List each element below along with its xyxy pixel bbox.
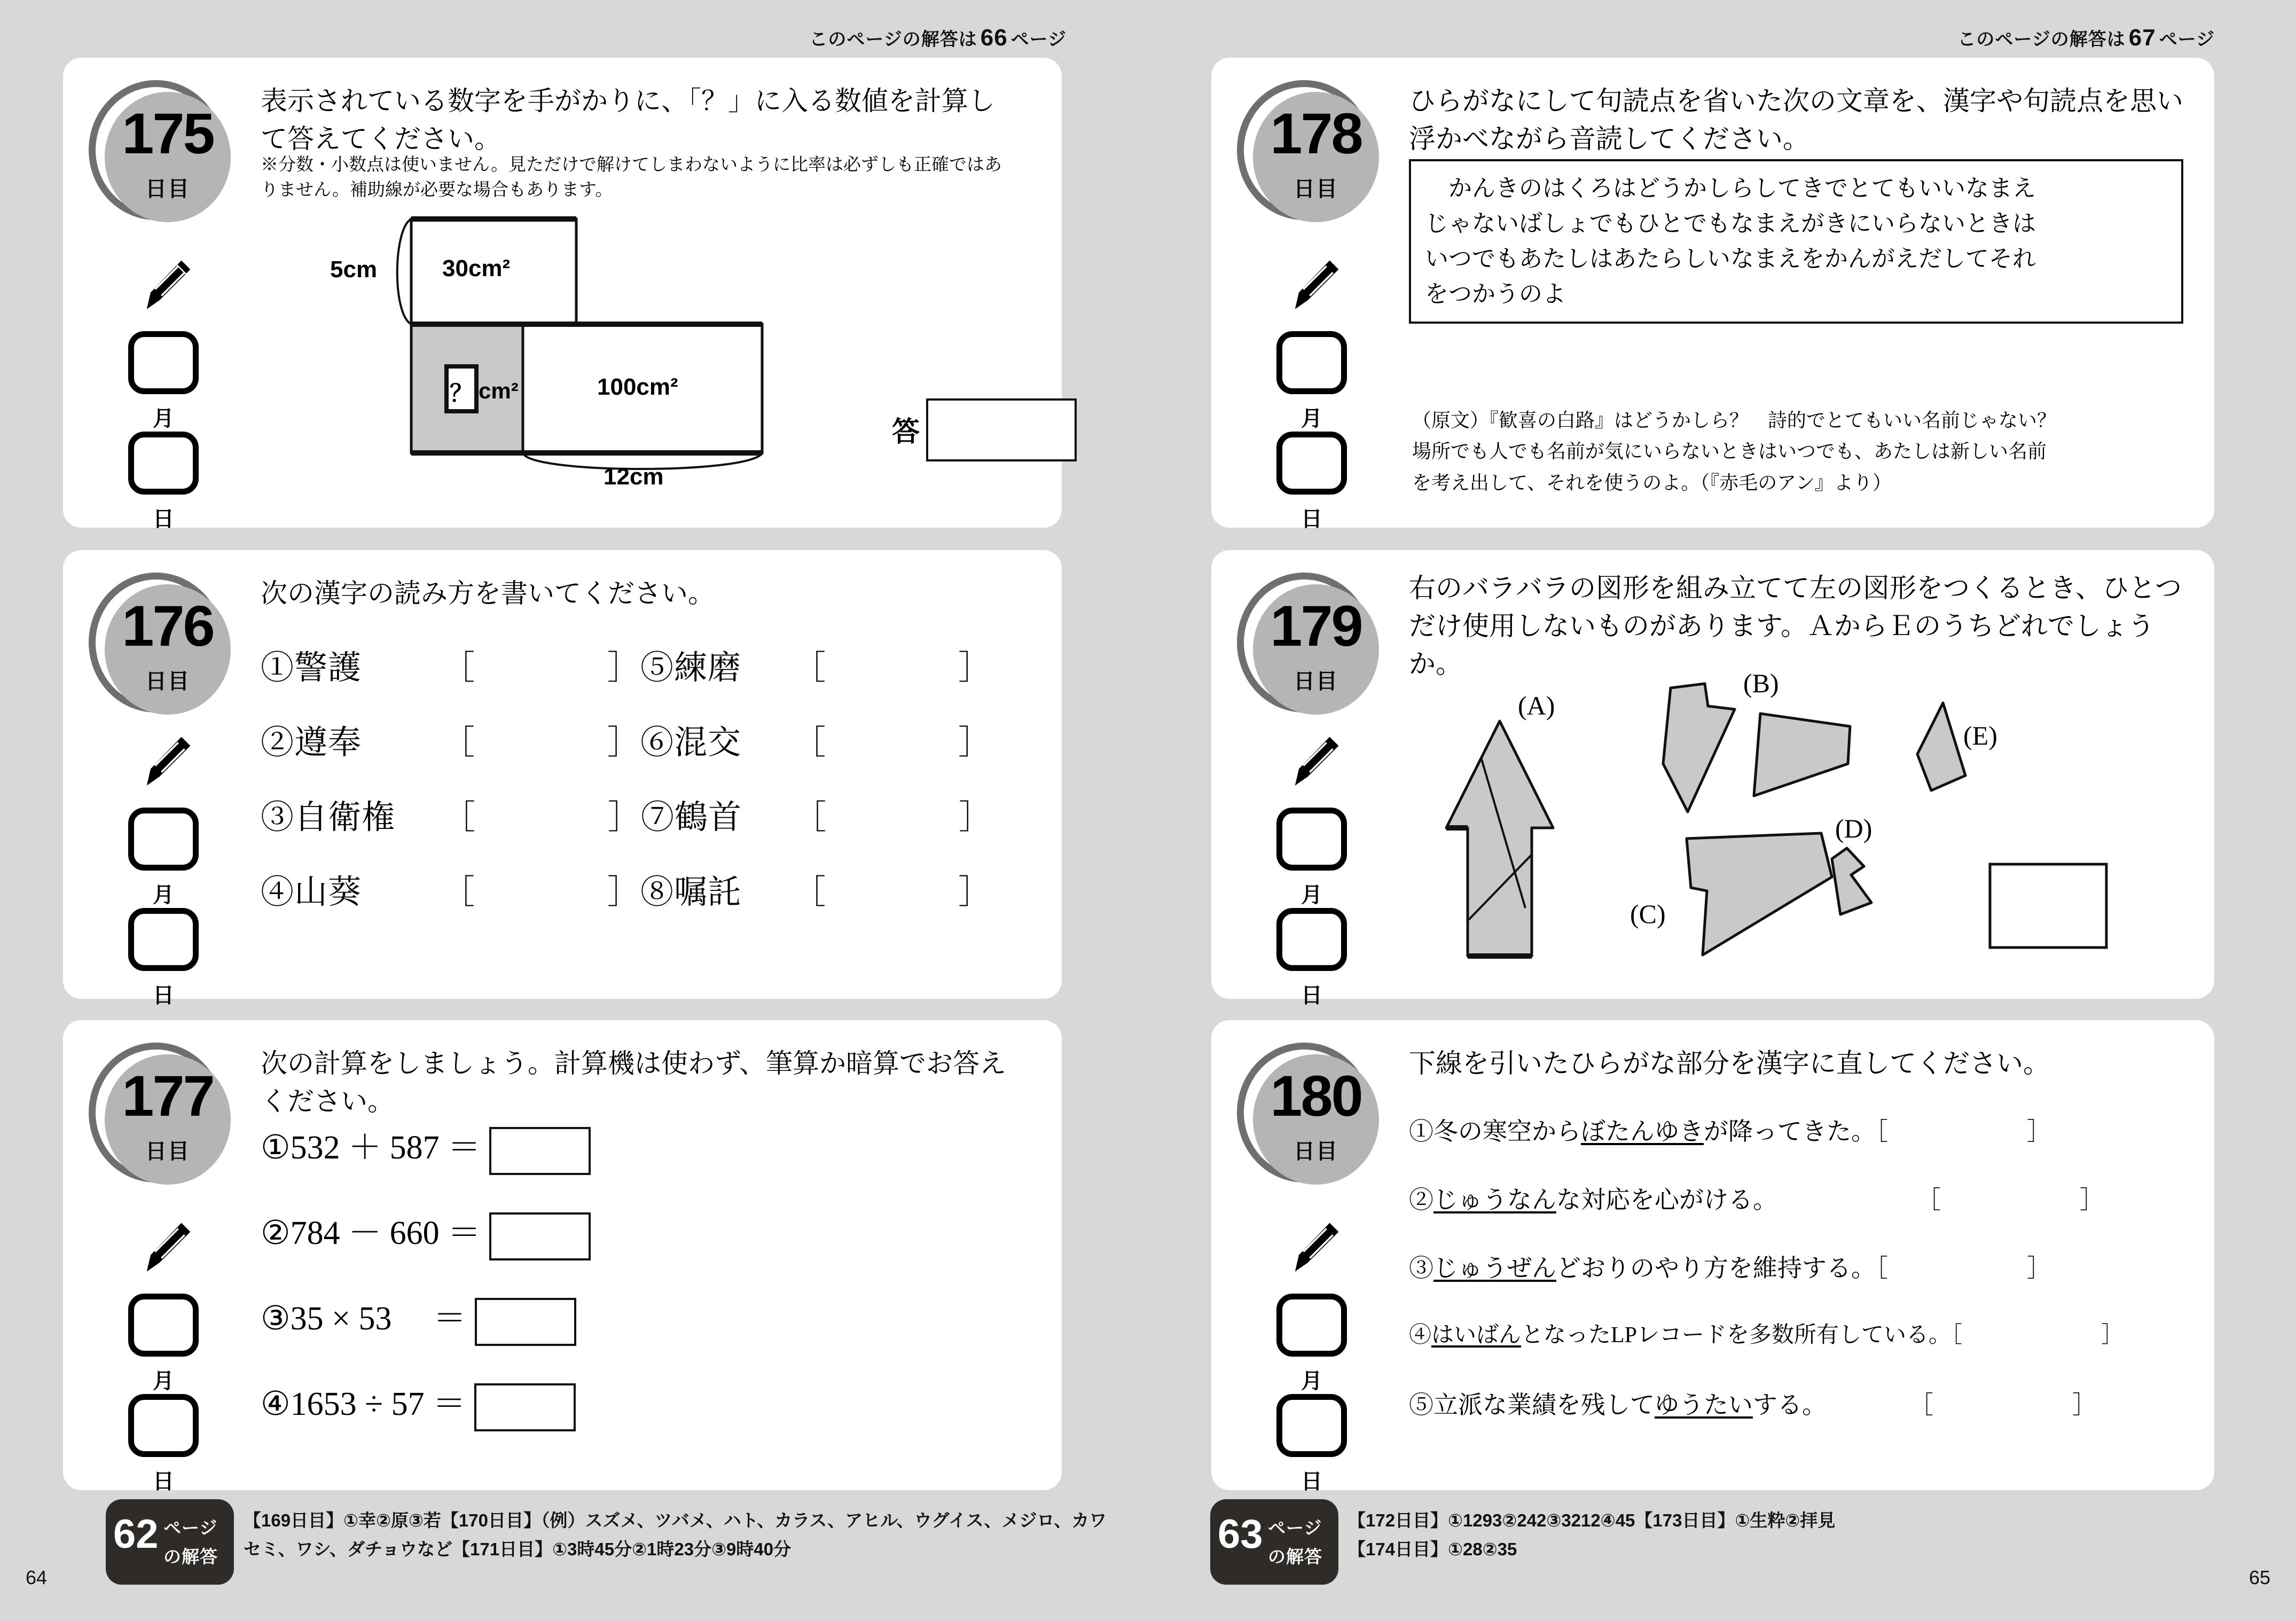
problem-card-176 <box>63 550 1062 1007</box>
kanji-word-7: 鶴首 <box>675 800 742 836</box>
shapes-figure-179 <box>1372 668 2205 983</box>
badge-number: 175 <box>122 101 214 166</box>
month-input-box-176[interactable] <box>128 808 199 871</box>
answer-tab-page-number: 63 <box>1218 1512 1263 1557</box>
answer-text-left: 【169日目】①幸②原③若【170日目】（例）スズメ、ツバメ、ハト、カラス、アヒル、ウグイス、メジロ、カワセミ、ワシ、ダチョウなど【171日目】①3時45分②1時23分③9時40分 <box>244 1510 1107 1559</box>
kanji-fill-row-2 <box>1409 1180 2104 1216</box>
running-head-prefix: このページの解答は <box>1957 29 2126 50</box>
problem-card-177 <box>63 1020 1062 1493</box>
badge-number: 179 <box>1270 593 1362 658</box>
answer-tab-page-number: 62 <box>113 1512 159 1557</box>
badge-day-label: 日目 <box>145 177 190 201</box>
answer-tab-line1: ページ <box>1268 1518 1322 1538</box>
figure-175 <box>223 197 1024 512</box>
kanji-number-5: ⑤ <box>640 650 675 686</box>
badge-number: 180 <box>1270 1063 1362 1128</box>
answer-tab-line2: の解答 <box>163 1547 218 1567</box>
kanji-fill-row-3 <box>1409 1249 2051 1284</box>
day-label-176: 日 <box>153 984 174 1007</box>
kanji-answer-bracket-7[interactable]: ［ ］ <box>793 800 992 836</box>
row-post-3: どおりのやり方を維持する。 <box>1556 1255 1876 1282</box>
row-post-5: する。 <box>1753 1391 1827 1419</box>
prompt-177: 次の計算をしましょう。計算機は使わず、筆算か暗算でお答えください。 <box>261 1048 1006 1116</box>
running-head-page-number: 66 <box>980 25 1008 51</box>
answer-text-right-line2: 【174日目】①28②35 <box>1348 1539 1517 1559</box>
row-post-2: な対応を心がける。 <box>1556 1186 1777 1213</box>
piece-label-a: (A) <box>1518 691 1555 721</box>
kanji-word-2: 遵奉 <box>294 725 362 761</box>
prompt-179: 右のバラバラの図形を組み立てて左の図形をつくるとき、ひとつだけ使用しないものがあります。ＡからＥのうちどれでしょうか。 <box>1409 573 2182 679</box>
row-number-3: ③ <box>1409 1255 1433 1282</box>
answer-text-right-line1: 【172日目】①1293②242③3212④45【173日目】①生粋②拝見 <box>1348 1510 1836 1531</box>
calc-answer-box-2[interactable] <box>489 1212 591 1260</box>
prompt-178: ひらがなにして句読点を省いた次の文章を、漢字や句読点を思い浮かべながら音読してください。 <box>1409 86 2183 154</box>
source-note-line-1: （原文）『歓喜の白路』はどうかしら？ 詩的でとてもいい名前じゃない？ <box>1412 410 2057 431</box>
month-label-180: 月 <box>1301 1369 1322 1393</box>
month-input-box-179[interactable] <box>1276 808 1347 871</box>
row-pre-5: 立派な業績を残して <box>1433 1391 1655 1419</box>
month-label-175: 月 <box>153 407 174 430</box>
row-answer-bracket-4[interactable]: ［ ］ <box>1951 1323 2124 1348</box>
day-label-178: 日 <box>1301 507 1322 531</box>
piece-shape-a <box>1663 684 1735 812</box>
piece-shape-e <box>1917 703 1965 790</box>
piece-label-c: (C) <box>1630 899 1666 929</box>
problem-card-180 <box>1211 1020 2214 1493</box>
row-answer-bracket-1[interactable]: ［ ］ <box>1876 1118 2051 1145</box>
month-label-176: 月 <box>153 883 174 907</box>
kanji-answer-bracket-1[interactable]: ［ ］ <box>442 650 641 686</box>
pencil-icon <box>1280 732 1344 796</box>
figure-label-top-area: 30cm² <box>442 255 511 281</box>
source-note-line-2: 場所でも人でも名前が気にいらないときはいつでも、あたしは新しい名前 <box>1412 441 2047 463</box>
answer-input-box-179 <box>1990 864 2106 947</box>
month-input-box-177[interactable] <box>128 1294 199 1357</box>
row-post-1: が降ってきた。 <box>1704 1118 1876 1145</box>
day-input-box-176[interactable] <box>128 908 199 971</box>
badge-day-label: 日目 <box>1294 177 1338 201</box>
problem-card-179 <box>1211 550 2214 1007</box>
kanji-word-6: 混交 <box>674 725 742 761</box>
figure-label-left-height: 5cm <box>330 256 378 283</box>
month-input-box-175[interactable] <box>128 331 199 394</box>
target-arrow-shape <box>1446 721 1553 956</box>
prompt-175: 表示されている数字を手がかりに、「？」に入る数値を計算して答えてください。 <box>261 86 995 154</box>
row-post-4: となったLPレコードを多数所有している。 <box>1521 1323 1952 1348</box>
piece-shape-b <box>1754 714 1850 796</box>
running-head-prefix: このページの解答は <box>809 29 977 50</box>
kanji-fill-row-5 <box>1409 1385 2097 1421</box>
calc-row-1 <box>261 1121 591 1175</box>
month-input-box-180[interactable] <box>1276 1294 1347 1357</box>
day-badge-176 <box>88 569 231 712</box>
calc-number-2: ② <box>261 1215 291 1251</box>
folio-left: 64 <box>26 1567 48 1588</box>
figure-label-bottom-width: 12cm <box>604 464 664 490</box>
figure-label-unknown: ？ <box>450 380 473 406</box>
folio-right: 65 <box>2248 1567 2270 1588</box>
source-note-178 <box>1412 405 2187 498</box>
kanji-number-1: ① <box>261 650 295 686</box>
calc-answer-box-3[interactable] <box>475 1298 576 1346</box>
answer-tab-left <box>106 1499 234 1585</box>
right-running-head <box>1957 25 2215 51</box>
row-underline-4: はいばん <box>1431 1323 1522 1348</box>
pencil-icon <box>1280 255 1344 319</box>
piece-label-b: (B) <box>1743 668 1779 698</box>
piece-label-e: (E) <box>1963 721 1997 750</box>
kanji-answer-bracket-8[interactable]: ［ ］ <box>793 874 992 911</box>
kanji-word-8: 嘱託 <box>674 874 742 911</box>
shapes-svg <box>1372 678 2205 983</box>
passage-box-178 <box>1409 159 2183 324</box>
running-head-page-number: 67 <box>2128 25 2156 51</box>
kanji-word-4: 山葵 <box>294 874 362 911</box>
passage-line-4: をつかうのよ <box>1425 281 1566 307</box>
left-running-head <box>809 25 1067 51</box>
badge-day-label: 日目 <box>1294 1140 1338 1163</box>
source-note-line-3: を考え出して、それを使うのよ。（『赤毛のアン』より） <box>1412 472 1892 494</box>
answer-tab-right <box>1210 1499 1338 1585</box>
answer-input-box-175[interactable] <box>926 398 1077 461</box>
row-underline-5: ゆうたい <box>1655 1391 1753 1419</box>
answer-tab-line2: の解答 <box>1268 1547 1322 1567</box>
answer-tab-line1: ページ <box>163 1518 218 1538</box>
figure-label-right-area: 100cm² <box>597 374 678 400</box>
kanji-number-4: ④ <box>261 874 295 911</box>
badge-number: 178 <box>1270 101 1362 166</box>
kanji-answer-bracket-5[interactable]: ［ ］ <box>793 650 992 686</box>
month-label-179: 月 <box>1301 883 1322 907</box>
kanji-number-3: ③ <box>261 800 295 836</box>
right-page <box>1148 0 2296 1621</box>
calc-expression-1: 532 ＋ 587 ＝ <box>290 1130 481 1166</box>
day-label-177: 日 <box>153 1470 174 1493</box>
running-head-suffix: ページ <box>2159 29 2215 50</box>
day-badge-177 <box>88 1039 231 1183</box>
row-number-2: ② <box>1409 1186 1433 1213</box>
running-head-suffix: ページ <box>1010 29 1067 50</box>
row-number-1: ① <box>1409 1118 1433 1145</box>
badge-day-label: 日目 <box>1294 670 1338 693</box>
day-input-box-178[interactable] <box>1276 432 1347 495</box>
badge-number: 176 <box>122 593 214 658</box>
day-input-box-177[interactable] <box>128 1394 199 1457</box>
passage-line-1: かんきのはくろはどうかしらしてきでとてもいいなまえ <box>1425 175 2036 201</box>
figure-label-unknown-unit: cm² <box>479 378 519 403</box>
note-175: ※分数・小数点は使いません。見ただけで解けてしまわないように比率は必ずしも正確ではありません。補助線が必要な場合もあります。 <box>261 155 1002 200</box>
day-input-box-175[interactable] <box>128 432 199 495</box>
calc-row-4 <box>261 1377 576 1431</box>
row-answer-bracket-2[interactable]: ［ ］ <box>1916 1186 2104 1213</box>
prompt-180: 下線を引いたひらがな部分を漢字に直してください。 <box>1409 1048 2050 1078</box>
row-underline-1: ぼたんゆき <box>1581 1118 1704 1145</box>
kanji-number-8: ⑧ <box>640 874 675 911</box>
row-underline-2: じゅうなん <box>1433 1186 1556 1213</box>
kanji-row-1 <box>261 641 991 688</box>
kanji-answer-bracket-3[interactable]: ［ ］ <box>442 800 641 836</box>
pencil-icon <box>1280 1218 1344 1282</box>
kanji-number-7: ⑦ <box>641 800 675 836</box>
kanji-answer-bracket-6[interactable]: ［ ］ <box>793 725 992 761</box>
calc-number-3: ③ <box>261 1301 291 1337</box>
problem-card-175 <box>63 58 1062 531</box>
calc-expression-4: 1653 ÷ 57 ＝ <box>290 1386 466 1422</box>
row-pre-1: 冬の寒空から <box>1433 1118 1581 1145</box>
kanji-number-2: ② <box>261 725 295 761</box>
row-answer-bracket-3[interactable]: ［ ］ <box>1876 1255 2051 1282</box>
problem-card-178 <box>1211 58 2214 531</box>
kanji-fill-row-1 <box>1409 1112 2051 1147</box>
calc-expression-2: 784 － 660 ＝ <box>290 1215 481 1251</box>
month-input-box-178[interactable] <box>1276 331 1347 394</box>
day-label-179: 日 <box>1301 984 1322 1007</box>
kanji-row-2 <box>261 716 991 763</box>
calc-row-3 <box>261 1291 576 1346</box>
passage-line-3: いつでもあたしはあたらしいなまえをかんがえだしてそれ <box>1425 246 2036 272</box>
pencil-icon <box>131 1218 195 1282</box>
piece-shape-c <box>1687 833 1832 955</box>
badge-number: 177 <box>122 1063 214 1128</box>
kanji-word-5: 練磨 <box>674 650 742 686</box>
answer-label-175: 答 <box>892 417 920 448</box>
calc-number-1: ① <box>261 1130 291 1166</box>
day-input-box-180[interactable] <box>1276 1394 1347 1457</box>
prompt-176: 次の漢字の読み方を書いてください。 <box>261 578 715 608</box>
calc-row-2 <box>261 1206 591 1260</box>
piece-shape-d <box>1832 848 1871 914</box>
day-input-box-179[interactable] <box>1276 908 1347 971</box>
day-badge-178 <box>1236 77 1379 220</box>
answer-text-right <box>1348 1506 2219 1563</box>
badge-day-label: 日目 <box>145 670 190 693</box>
kanji-row-3 <box>261 790 992 838</box>
kanji-number-6: ⑥ <box>640 725 675 761</box>
day-badge-179 <box>1236 569 1379 712</box>
day-label-175: 日 <box>153 507 174 531</box>
pencil-icon <box>131 255 195 319</box>
day-badge-180 <box>1236 1039 1379 1183</box>
calc-answer-box-1[interactable] <box>489 1127 591 1175</box>
kanji-row-4 <box>261 865 991 913</box>
day-label-180: 日 <box>1301 1470 1322 1493</box>
pencil-icon <box>131 732 195 796</box>
calc-expression-3: 35 × 53 ＝ <box>290 1301 467 1337</box>
passage-line-2: じゃないばしょでもひとでもなまえがきにいらないときは <box>1425 210 2036 237</box>
calc-answer-box-4[interactable] <box>474 1383 576 1431</box>
row-number-5: ⑤ <box>1409 1391 1433 1419</box>
day-badge-175 <box>88 77 231 220</box>
badge-day-label: 日目 <box>145 1140 190 1163</box>
month-label-178: 月 <box>1301 407 1322 430</box>
row-answer-bracket-5[interactable]: ［ ］ <box>1909 1391 2097 1419</box>
kanji-word-1: 警護 <box>294 650 362 686</box>
kanji-fill-row-4 <box>1409 1317 2123 1349</box>
kanji-answer-bracket-2[interactable]: ［ ］ <box>442 725 641 761</box>
month-label-177: 月 <box>153 1369 174 1393</box>
piece-label-d: (D) <box>1835 813 1872 843</box>
kanji-word-3: 自衛権 <box>294 800 396 836</box>
kanji-answer-bracket-4[interactable]: ［ ］ <box>442 874 641 911</box>
row-underline-3: じゅうぜん <box>1433 1255 1556 1282</box>
row-number-4: ④ <box>1409 1323 1432 1348</box>
calc-number-4: ④ <box>261 1386 291 1422</box>
